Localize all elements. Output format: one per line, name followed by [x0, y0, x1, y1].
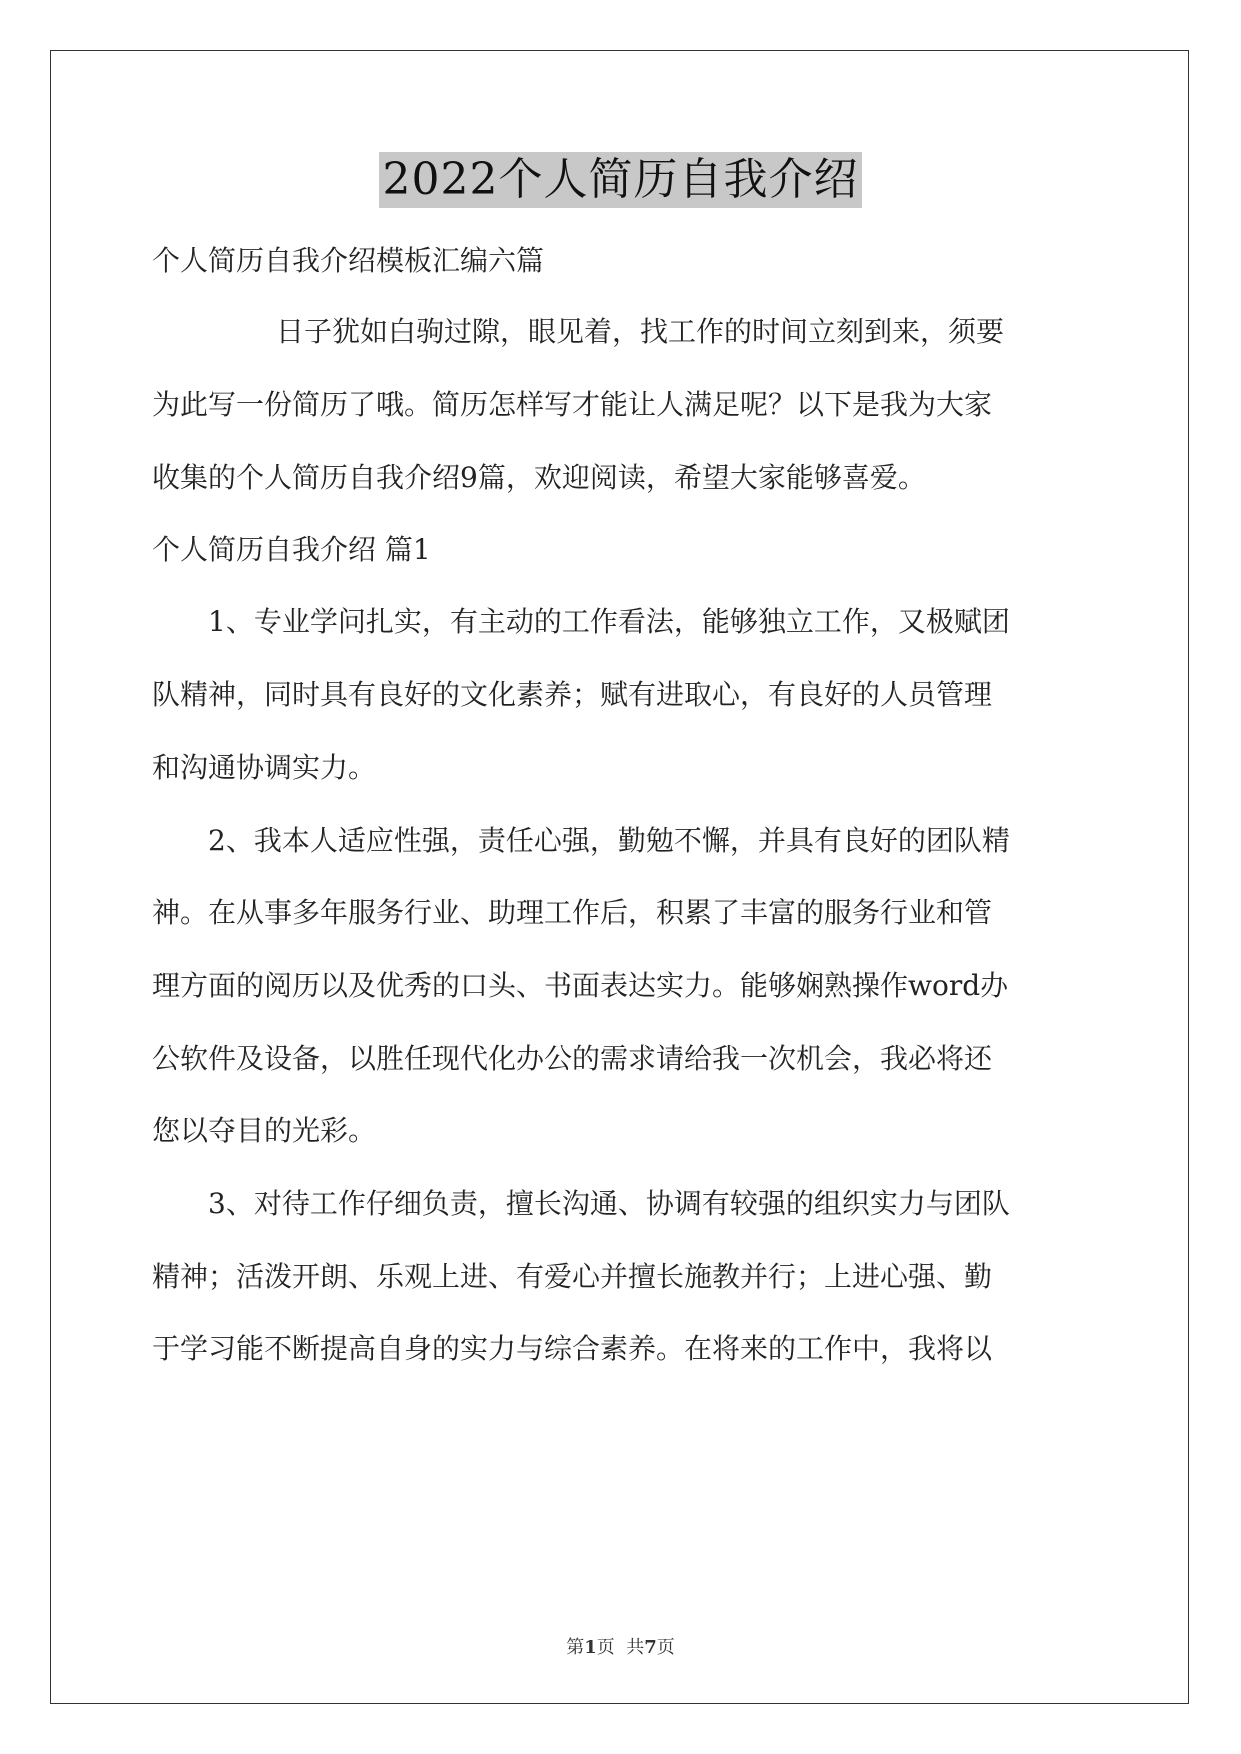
para3-line-2: 精神；活泼开朗、乐观上进、有爱心并擅长施教并行；上进心强、勤	[152, 1260, 993, 1293]
footer-page-suffix: 页	[656, 1637, 675, 1658]
footer-page-mid: 页 共	[596, 1637, 645, 1658]
para3-line-1: 3、对待工作仔细负责，擅长沟通、协调有较强的组织实力与团队	[208, 1187, 1010, 1220]
document-title: 2022个人简历自我介绍	[379, 152, 863, 208]
para2-line-5: 您以夺目的光彩。	[152, 1114, 377, 1147]
para1-line-3: 和沟通协调实力。	[152, 751, 377, 784]
para1-line-1: 1、专业学问扎实，有主动的工作看法，能够独立工作，又极赋团	[208, 605, 1010, 638]
para3-line-3: 于学习能不断提高自身的实力与综合素养。在将来的工作中，我将以	[152, 1332, 993, 1365]
para1-line-2: 队精神，同时具有良好的文化素养；赋有进取心，有良好的人员管理	[152, 678, 993, 711]
intro-line-2: 为此写一份简历了哦。简历怎样写才能让人满足呢？以下是我为大家	[152, 388, 993, 421]
para2-line-4: 公软件及设备，以胜任现代化办公的需求请给我一次机会，我必将还	[152, 1042, 993, 1075]
footer-page-prefix: 第	[566, 1637, 585, 1658]
footer-page-current: 1	[584, 1637, 597, 1658]
title-container	[0, 152, 1241, 208]
para2-line-2: 神。在从事多年服务行业、助理工作后，积累了丰富的服务行业和管	[152, 896, 993, 929]
intro-line-1: 日子犹如白驹过隙，眼见着，找工作的时间立刻到来，须要	[276, 315, 1005, 348]
subtitle: 个人简历自我介绍模板汇编六篇	[152, 244, 545, 277]
page-footer	[0, 1633, 1241, 1659]
footer-page-total: 7	[644, 1637, 657, 1658]
page-border	[50, 50, 1189, 1704]
intro-line-3: 收集的个人简历自我介绍9篇，欢迎阅读，希望大家能够喜爱。	[152, 461, 926, 494]
para2-line-3: 理方面的阅历以及优秀的口头、书面表达实力。能够娴熟操作word办	[152, 969, 1009, 1002]
section-heading: 个人简历自我介绍 篇1	[152, 533, 431, 566]
para2-line-1: 2、我本人适应性强，责任心强，勤勉不懈，并具有良好的团队精	[208, 824, 1010, 857]
